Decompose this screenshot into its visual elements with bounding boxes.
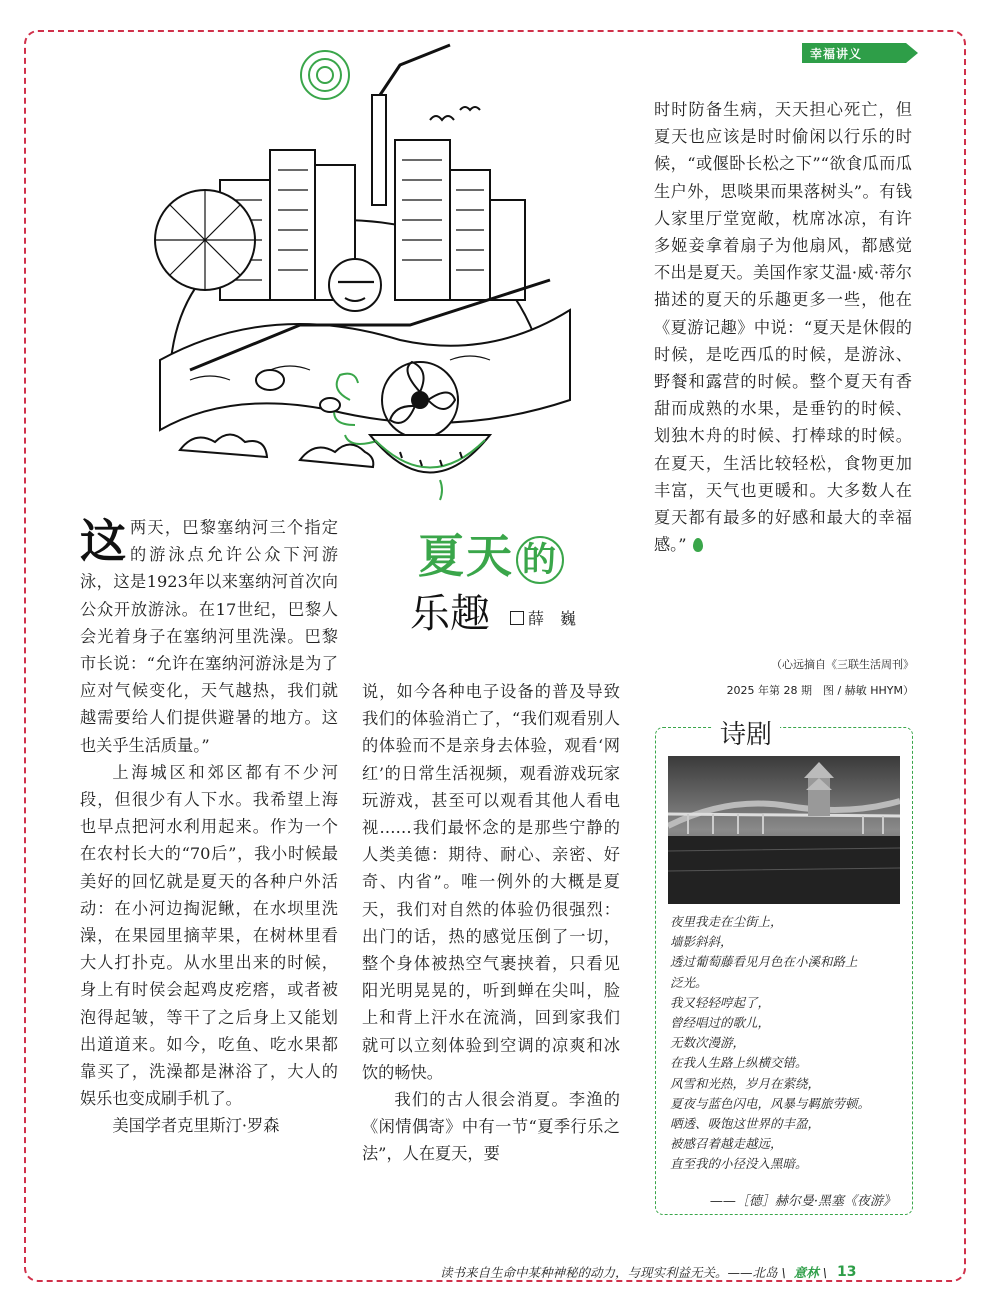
poem-line: 在我人生路上纵横交错。: [670, 1055, 808, 1071]
sun-spiral-icon: [301, 51, 349, 99]
summer-illustration: [150, 40, 600, 510]
paragraph: 我们的古人很会消夏。李渔的《闲情偶寄》中有一节“夏季行乐之法”，人在夏天，要: [362, 1090, 620, 1164]
poem-line: 我又轻轻哼起了，: [670, 994, 771, 1010]
author-name: 薛 巍: [528, 609, 577, 628]
poem-line: 夜里我走在尘街上，: [670, 914, 783, 929]
poem-lines: [670, 912, 904, 1175]
night-bridge-photo: [668, 756, 900, 904]
leaf-end-icon: [693, 538, 703, 552]
source-line-2: 2025 年第 28 期 图 / 赫敏 HHYM）: [726, 684, 914, 697]
section-tag-label: 幸福讲义: [810, 46, 863, 61]
page-number: 13: [836, 1264, 857, 1280]
page-footer: [440, 1262, 910, 1282]
title-main: [418, 520, 564, 586]
paragraph: 上海城区和郊区都有不少河段，但很少有人下水。我希望上海也早点把河水利用起来。作为一个在农村长大的“70后”，我小时候最美好的回忆就是夏天的各种户外活动：在小河边掏泥鳅，在水坝里洗澡，在果园里摘苹果，在树林里看大人打扑克。从水里出来的时候，身上有时侯会起鸡皮疙瘩，或者被泡得起皱，等干了之后身上又能划出道道来。如今，吃鱼、吃水果都靠买了，洗澡都是淋浴了，大人的娱乐也变成刷手机了。: [80, 762, 338, 1109]
paragraph-text: 时时防备生病，天天担心死亡，但夏天也应该是时时偷闲以行乐的时候，“或偃卧长松之下”“欲食瓜而瓜生户外，思啖果而果落树头”。有钱人家里厅堂宽敞，枕席冰凉，有许多姬妾拿着扇子为他扇风，都感觉不出是夏天。美国作家艾温·威·蒂尔描述的夏天的乐趣更多一些，他在《夏游记趣》中说：“夏天是休假的时候，是吃西瓜的时候，是游泳、野餐和露营的时候。整个夏天有香甜而成熟的水果，是垂钓的时候、划独木舟的时候、打棒球的时候。在夏天，生活比较轻松，食物更加丰富，天气也更暖和。大多数人在夏天都有最多的好感和最大的幸福感。”: [654, 100, 912, 555]
section-tag-arrow-icon: [906, 43, 918, 63]
paragraph: [654, 96, 912, 558]
drop-cap: 这: [80, 514, 126, 568]
author-box-icon: [510, 611, 524, 625]
article-column-right: [654, 96, 912, 558]
article-column-left: [80, 514, 338, 1140]
poem-line: 曾经唱过的歌儿，: [670, 1015, 771, 1031]
poem-line: 被感召着越走越远，: [670, 1136, 783, 1152]
poem-line: 晒透、吸饱这世界的丰盈，: [670, 1116, 821, 1132]
paragraph-text: 两天，巴黎塞纳河三个指定的游泳点允许公众下河游泳，这是1923年以来塞纳河首次向公众开放游泳。在17世纪，巴黎人会光着身子在塞纳河里洗澡。巴黎市长说：“允许在塞纳河游泳是为了应对气候变化，天气越热，我们就越需要给人们提供避暑的地方。这也关乎生活质量。”: [80, 518, 338, 755]
paragraph: [80, 514, 338, 759]
poem-line: 墙影斜斜，: [670, 934, 733, 950]
magazine-name: 意林: [793, 1265, 819, 1280]
poem-line: 直至我的小径没入黑暗。: [670, 1156, 808, 1172]
title-main-text: 夏天: [418, 529, 514, 583]
footer-quote: 读书来自生命中某种神秘的动力，与现实利益无关。——北岛: [440, 1265, 778, 1280]
paragraph: 说，如今各种电子设备的普及导致我们的体验消亡了，“我们观看别人的体验而不是亲身去体验，观看‘网红’的日常生活视频，观看游戏玩家玩游戏，甚至可以观看其他人看电视……我们最怀念的是那些宁静的人类美德：期待、耐心、亲密、好奇、内省”。唯一例外的大概是夏天，我们对自然的体验仍很强烈：出门的话，热的感觉压倒了一切，整个身体被热空气裹挟着，只看见阳光明晃晃的，听到蝉在尖叫，脸上和背上汗水在流淌，回到家我们就可以立刻体验到空调的凉爽和冰饮的畅快。: [362, 682, 620, 1082]
author-byline: [510, 606, 576, 629]
poem-line: 透过葡萄藤看见月色在小溪和路上: [670, 954, 858, 970]
poem-heading: 诗剧: [712, 714, 780, 751]
section-tag: [802, 43, 906, 63]
source-line-1: （心远摘自《三联生活周刊》: [771, 658, 914, 671]
poem-line: 风雪和光热，岁月在萦绕，: [670, 1075, 821, 1091]
title-circled-char: 的: [516, 536, 564, 584]
poem-line: 泛光。: [670, 974, 708, 990]
article-source: [700, 652, 914, 704]
title-sub: 乐趣: [410, 591, 490, 637]
footer-slash-icon: \: [822, 1264, 827, 1280]
fan-icon: [382, 362, 458, 438]
article-column-middle: [362, 678, 620, 1168]
poem-line: 无数次漫游，: [670, 1035, 746, 1051]
poem-box: [655, 720, 913, 1215]
paragraph: 美国学者克里斯汀·罗森: [112, 1116, 280, 1136]
footer-slash-icon: \: [781, 1264, 786, 1280]
poem-line: 夏夜与蓝色闪电，风暴与羁旅劳顿。: [670, 1095, 871, 1111]
poem-credit: ——［德］赫尔曼·黑塞《夜游》: [709, 1194, 896, 1209]
article-title: [410, 520, 630, 640]
